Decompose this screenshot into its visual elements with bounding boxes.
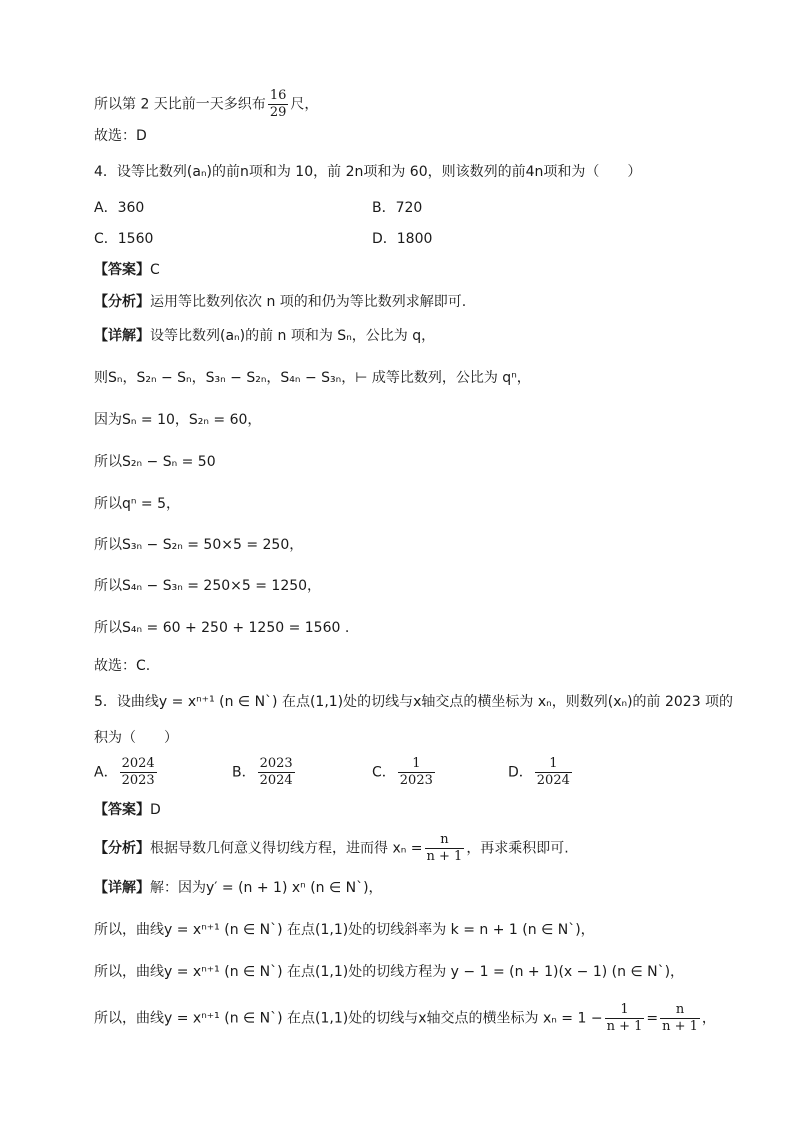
q5-analysis-b: ，再求乘积即可. <box>466 840 569 857</box>
q5-detail-4-text: 所以，曲线y = xⁿ⁺¹ (n ∈ N`) 在点(1,1)处的切线与x轴交点的横坐标为 xₙ = 1 − <box>94 1010 603 1027</box>
analysis-tag: 【分析】 <box>94 840 150 857</box>
q4-answer: C <box>150 262 160 278</box>
prev-fraction: $\frac{16}{29}$ <box>269 88 287 120</box>
q4-detail-line-7: 所以S₄ₙ − S₃ₙ = 250×5 = 1250， <box>94 578 322 594</box>
q4-detail-line-5: 所以qⁿ = 5， <box>94 496 181 512</box>
q4-option-d: D．1800 <box>372 231 433 247</box>
q4-option-b: B．720 <box>372 200 423 216</box>
q5-detail-4-fraction-2: $\frac{n}{n + 1}$ <box>662 1002 698 1034</box>
q4-detail-line-9: 故选：C. <box>94 658 151 674</box>
q4-detail-line-3: 因为Sₙ = 10，S₂ₙ = 60， <box>94 412 262 428</box>
q4-detail-line-2: 则Sₙ，S₂ₙ − Sₙ，S₃ₙ − S₂ₙ，S₄ₙ − S₃ₙ，⊢ 成等比数列，公比为 qⁿ， <box>94 370 531 386</box>
q5-detail-line-4 <box>94 1002 716 1035</box>
q5-answer-line <box>94 800 161 820</box>
q4-detail-line-8: 所以S₄ₙ = 60 + 250 + 1250 = 1560 . <box>94 620 350 636</box>
q4-detail-text-1: 设等比数列(aₙ)的前 n 项和为 Sₙ，公比为 q， <box>150 328 436 344</box>
q4-option-c: C．1560 <box>94 231 154 247</box>
answer-tag: 【答案】 <box>94 802 150 818</box>
q5-analysis-fraction: $\frac{n}{n + 1}$ <box>426 832 463 864</box>
prev-text-a: 所以第 2 天比前一天多织布 <box>94 96 266 113</box>
q4-option-a: A．360 <box>94 200 145 216</box>
q5-option-c-letter: C． <box>372 764 396 781</box>
q5-detail-line-1 <box>94 878 383 898</box>
prev-text-b: 尺， <box>290 96 319 113</box>
q5-option-a-letter: A． <box>94 764 118 781</box>
q4-answer-line <box>94 260 160 280</box>
q5-option-d <box>508 756 574 789</box>
q4-detail-line-4: 所以S₂ₙ − Sₙ = 50 <box>94 454 216 470</box>
q5-option-b-fraction: $\frac{2023}{2024}$ <box>259 756 293 788</box>
q5-detail-text-1: 解：因为y′ = (n + 1) xⁿ (n ∈ N`)， <box>150 880 383 896</box>
detail-tag: 【详解】 <box>94 328 150 344</box>
q4-detail-line-6: 所以S₃ₙ − S₂ₙ = 50×5 = 250， <box>94 537 304 553</box>
q5-detail-line-2: 所以，曲线y = xⁿ⁺¹ (n ∈ N`) 在点(1,1)处的切线斜率为 k = n + 1 (n ∈ N`)， <box>94 922 595 938</box>
analysis-tag: 【分析】 <box>94 294 150 310</box>
q5-analysis-a: 根据导数几何意义得切线方程，进而得 xₙ = <box>150 840 423 857</box>
q5-option-d-letter: D． <box>508 764 533 781</box>
q5-option-a <box>94 756 159 789</box>
q5-stem-line-2: 积为（ ） <box>94 730 178 746</box>
q5-detail-4-tail: ， <box>701 1010 716 1027</box>
detail-tag: 【详解】 <box>94 880 150 896</box>
q4-analysis: 运用等比数列依次 n 项的和仍为等比数列求解即可. <box>150 294 467 310</box>
answer-tag: 【答案】 <box>94 262 150 278</box>
q5-detail-4-equals: = <box>646 1010 659 1027</box>
q5-analysis-line <box>94 832 569 865</box>
prev-solution-line <box>94 88 318 121</box>
q4-stem: 4．设等比数列(aₙ)的前n项和为 10，前 2n项和为 60，则该数列的前4n项和为（ ） <box>94 164 642 180</box>
q5-option-b <box>232 756 297 789</box>
q5-option-c-fraction: $\frac{1}{2023}$ <box>399 756 433 788</box>
q5-detail-4-fraction-1: $\frac{1}{n + 1}$ <box>606 1002 643 1034</box>
q5-stem-line-1: 5．设曲线y = xⁿ⁺¹ (n ∈ N`) 在点(1,1)处的切线与x轴交点的横坐标为 xₙ，则数列(xₙ)的前 2023 项的 <box>94 694 734 710</box>
prev-answer-line: 故选：D <box>94 128 147 144</box>
q5-option-b-letter: B． <box>232 764 256 781</box>
q5-option-d-fraction: $\frac{1}{2024}$ <box>536 756 570 788</box>
q4-analysis-line <box>94 292 466 312</box>
q5-option-a-fraction: $\frac{2024}{2023}$ <box>121 756 155 788</box>
q5-detail-line-3: 所以，曲线y = xⁿ⁺¹ (n ∈ N`) 在点(1,1)处的切线方程为 y − 1 = (n + 1)(x − 1) (n ∈ N`)， <box>94 964 685 980</box>
q5-option-c <box>372 756 437 789</box>
q5-answer: D <box>150 802 161 818</box>
q4-detail-line-1 <box>94 326 435 346</box>
